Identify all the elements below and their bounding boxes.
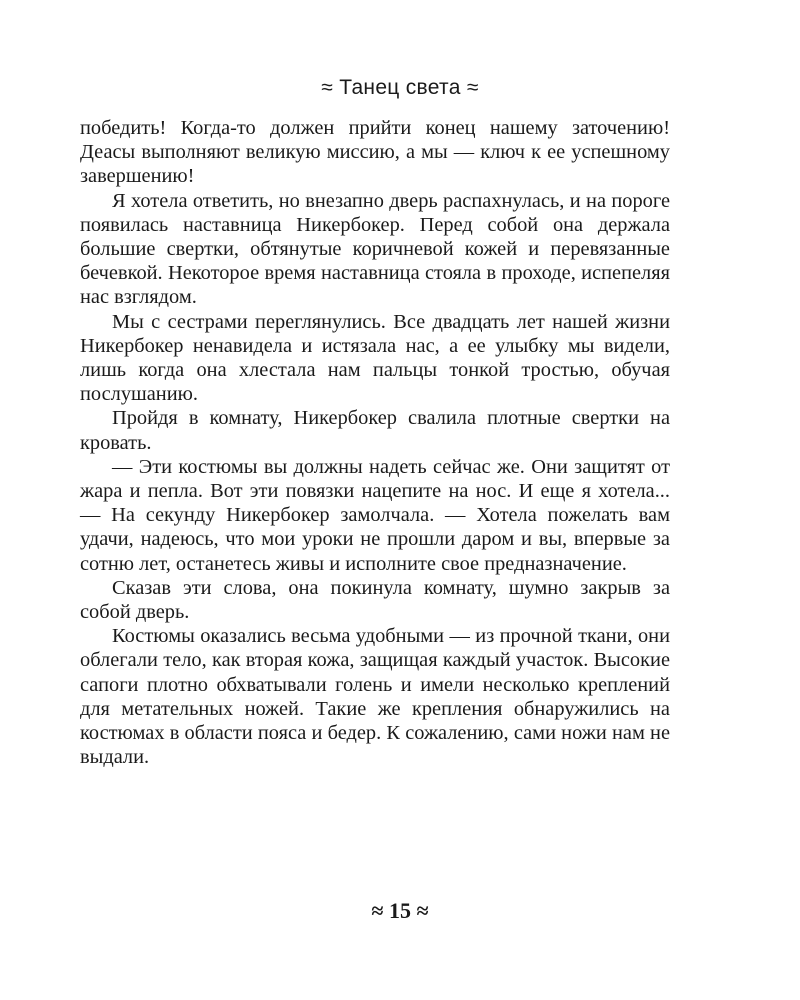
paragraph: Я хотела ответить, но внезапно дверь распахнулась, и на пороге появилась наставница Никербокер. Перед собой она держала большие свертки, обтянутые коричневой кожей и перевязанные бечевкой. Некоторое время наставница стояла в проходе, испепеляя нас взглядом.	[80, 189, 670, 309]
paragraph: — Эти костюмы вы должны надеть сейчас же. Они защитят от жара и пепла. Вот эти повязки нацепите на нос. И еще я хотела... — На секунду Никербокер замолчала. — Хотела пожелать вам удачи, надеюсь, что мои уроки не прошли даром и вы, впервые за сотню лет, останетесь живы и исполните свое предназначение.	[80, 455, 670, 575]
paragraph: Сказав эти слова, она покинула комнату, шумно закрыв за собой дверь.	[80, 576, 670, 624]
paragraph: Мы с сестрами переглянулись. Все двадцать лет нашей жизни Никербокер ненавидела и истязала нас, а ее улыбку мы видели, лишь когда она хлестала нам пальцы тонкой тростью, обучая послушанию.	[80, 310, 670, 406]
paragraph: Пройдя в комнату, Никербокер свалила плотные свертки на кровать.	[80, 407, 670, 454]
page-number: ≈ 15 ≈	[371, 898, 429, 923]
paragraph: победить! Когда-то должен прийти конец нашему заточению! Деасы выполняют великую миссию, а мы — ключ к ее успешному завершению!	[80, 117, 670, 188]
running-header: ≈ Танец света ≈	[321, 76, 479, 99]
paragraph: Костюмы оказались весьма удобными — из прочной ткани, они облегали тело, как вторая кожа, защищая каждый участок. Высокие сапоги плотно обхватывали голень и имели несколько креплений для метательных ножей. Такие же крепления обнаружились на костюмах в области пояса и бедер. К сожалению, сами ножи нам не выдали.	[80, 625, 670, 769]
body-text	[80, 116, 670, 769]
